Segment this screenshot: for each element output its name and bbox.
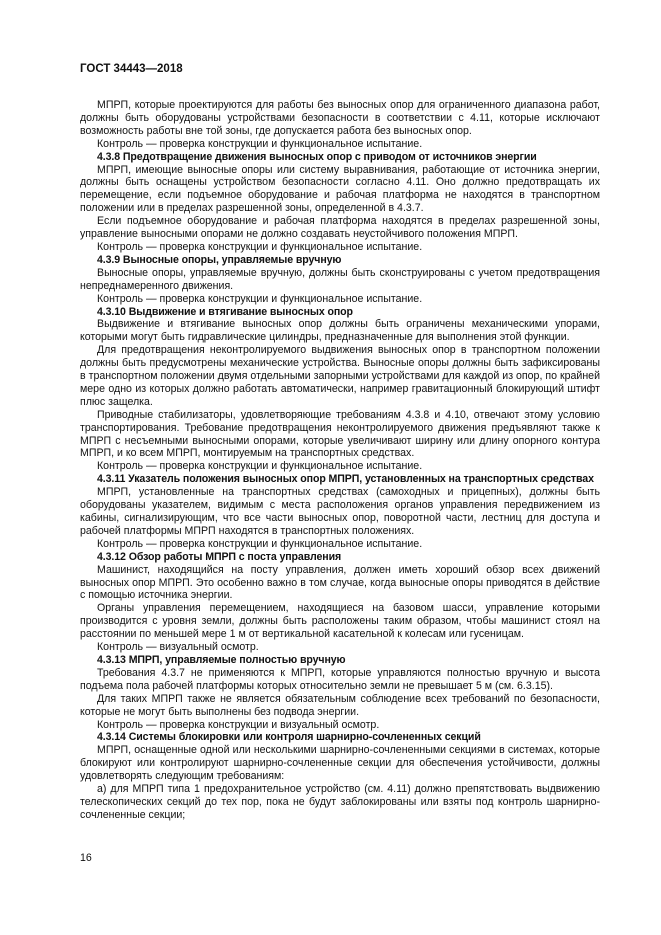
paragraph: Контроль — проверка конструкции и функциональное испытание. [97,292,423,305]
paragraph: Выносные опоры, управляемые вручную, должны быть сконструированы с учетом предотвращения непреднамеренного движения. [80,266,600,292]
paragraph: Приводные стабилизаторы, удовлетворяющие требованиям 4.3.8 и 4.10, отвечают этому условию транспортирования. Требование предотвращения неконтролируемого движения предъявляют также к МПРП с несъемными выносными опорами, которые увеличивают ширину или длину опорного контура МПРП, и ко всем МПРП, монтируемым на транспортных средствах. [80,408,600,460]
paragraph: Машинист, находящийся на посту управления, должен иметь хороший обзор всех движений выносных опор МПРП. Это особенно важно в том случае, когда выносные опоры приводятся в действие с помощью источника энергии. [80,563,600,602]
section-heading: 4.3.12 Обзор работы МПРП с поста управления [97,550,342,563]
paragraph: МПРП, установленные на транспортных средствах (самоходных и прицепных), должны быть оборудованы указателем, видимым с места расположения органов управления передвижением из кабины, сигнализирующим, что все части выносных опор, поворотной части, лестниц для доступа и рабочей платформы МПРП находятся в транспортных положениях. [80,486,600,537]
paragraph: Выдвижение и втягивание выносных опор должны быть ограничены механическими упорами, которыми могут быть гидравлические цилиндры, предназначенные для выполнения этой функции. [80,318,600,344]
paragraph: Органы управления перемещением, находящиеся на базовом шасси, управление которыми производится с уровня земли, должны быть расположены таким образом, чтобы машинист стоял на расстоянии по меньшей мере 1 м от вертикальной касательной к колесам или гусеницам. [80,602,600,641]
paragraph: Контроль — проверка конструкции и функциональное испытание. [97,460,423,473]
list-item: а) для МПРП типа 1 предохранительное устройство (см. 4.11) должно препятствовать выдвижению телескопических секций до тех пор, пока не будут заблокированы или взяты под контроль шарнирно-сочлененные секции; [80,783,600,821]
paragraph: МПРП, имеющие выносные опоры или систему выравнивания, работающие от источника энергии, должны быть оснащены устройством безопасности согласно 4.11. Оно должно предотвращать их перемещение, если подъемное оборудование и рабочая платформа не находятся в транспортном положении или в пределах разрешенной зоны, определенной в 4.3.7. [80,163,600,215]
section-heading: 4.3.9 Выносные опоры, управляемые вручную [97,253,342,266]
paragraph: Контроль — проверка конструкции и функциональное испытание. [97,137,423,150]
section-heading: 4.3.10 Выдвижение и втягивание выносных опор [97,305,353,318]
paragraph: МПРП, которые проектируются для работы без выносных опор для ограниченного диапазона работ, должны быть оборудованы устройствами безопасности в соответствии с 4.11, которые исключают возможность работы вне той зоны, где допускается работа без выносных опор. [80,99,600,137]
section-heading: 4.3.8 Предотвращение движения выносных опор с приводом от источников энергии [97,150,537,163]
section-heading: 4.3.14 Системы блокировки или контроля шарнирно-сочлененных секций [97,731,481,744]
paragraph: Требования 4.3.7 не применяются к МПРП, которые управляются полностью вручную и высота подъема пола рабочей платформы которых относительно земли не превышает 5 м (см. 6.3.15). [80,666,600,692]
paragraph: Контроль — визуальный осмотр. [97,641,259,654]
section-heading: 4.3.11 Указатель положения выносных опор МПРП, установленных на транспортных средствах [97,473,594,486]
page-number: 16 [80,852,92,864]
section-heading: 4.3.13 МПРП, управляемые полностью вручную [97,653,346,666]
paragraph: Если подъемное оборудование и рабочая платформа находятся в пределах разрешенной зоны, управление выносными опорами не должно создавать неустойчивого положения МПРП. [80,215,600,241]
paragraph: Контроль — проверка конструкции и функциональное испытание. [97,537,423,550]
standard-header: ГОСТ 34443—2018 [80,63,183,75]
document-body [80,99,600,822]
paragraph: Контроль — проверка конструкции и функциональное испытание. [97,240,423,253]
paragraph: Контроль — проверка конструкции и визуальный осмотр. [97,718,380,731]
paragraph: МПРП, оснащенные одной или несколькими шарнирно-сочлененными секциями в системах, которые блокируют или контролируют шарнирно-сочлененные секции для обеспечения устойчивости, должны удовлетворять следующим требованиям: [80,744,600,783]
paragraph: Для предотвращения неконтролируемого выдвижения выносных опор в транспортном положении должны быть предусмотрены механические устройства. Выносные опоры должны быть зафиксированы в транспортном положении двумя отдельными запорными устройствами для каждой из опор, по крайней мере одно из которых должно работать автоматически, например гравитационный блокирующий штифт плюс защелка. [80,344,600,408]
paragraph: Для таких МПРП также не является обязательным соблюдение всех требований по безопасности, которые не могут быть выполнены без подвода энергии. [80,692,600,718]
